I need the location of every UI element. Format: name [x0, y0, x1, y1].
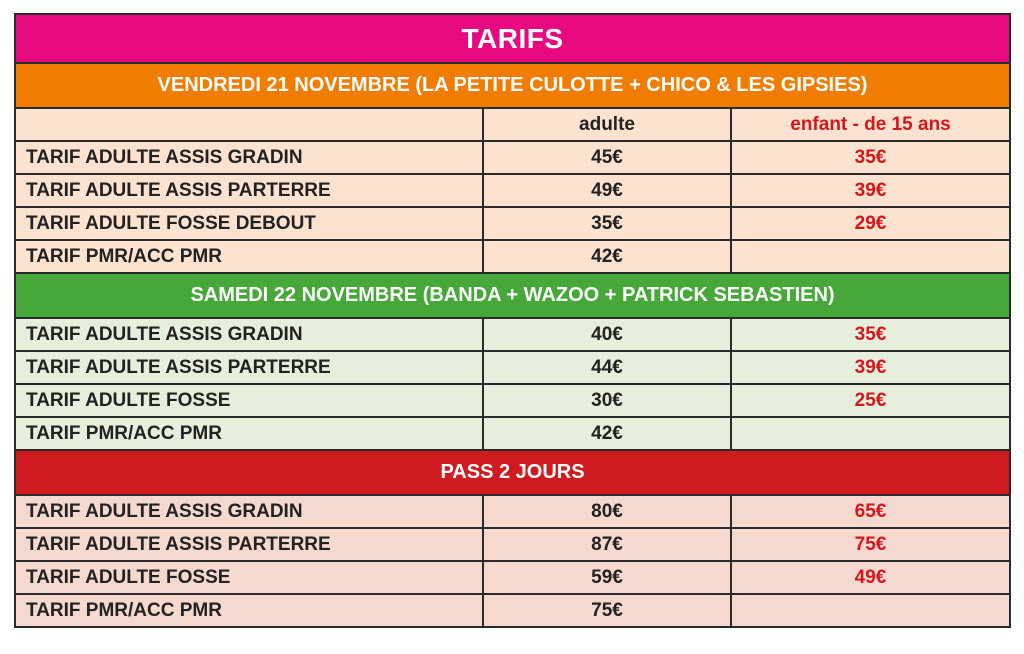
- row-label: TARIF ADULTE FOSSE: [15, 384, 483, 417]
- adult-price: 35€: [483, 207, 731, 240]
- row-label: TARIF ADULTE ASSIS GRADIN: [15, 318, 483, 351]
- child-price: [731, 594, 1010, 627]
- child-price: 35€: [731, 318, 1010, 351]
- section-vendredi-row: [15, 63, 1010, 108]
- row-label: TARIF PMR/ACC PMR: [15, 594, 483, 627]
- child-price: 29€: [731, 207, 1010, 240]
- column-header-child: enfant - de 15 ans: [731, 108, 1010, 141]
- table-row: [15, 207, 1010, 240]
- row-label: TARIF PMR/ACC PMR: [15, 240, 483, 273]
- adult-price: 80€: [483, 495, 731, 528]
- child-price: 49€: [731, 561, 1010, 594]
- child-price: 35€: [731, 141, 1010, 174]
- row-label: TARIF ADULTE ASSIS PARTERRE: [15, 351, 483, 384]
- child-price: 25€: [731, 384, 1010, 417]
- table-row: [15, 384, 1010, 417]
- section-pass-row: [15, 450, 1010, 495]
- adult-price: 42€: [483, 417, 731, 450]
- table-row: [15, 594, 1010, 627]
- column-header-adult: adulte: [483, 108, 731, 141]
- adult-price: 30€: [483, 384, 731, 417]
- column-header-empty: [15, 108, 483, 141]
- child-price: [731, 417, 1010, 450]
- table-row: [15, 528, 1010, 561]
- adult-price: 44€: [483, 351, 731, 384]
- table-row: [15, 174, 1010, 207]
- tarifs-table: [14, 13, 1011, 628]
- child-price: 75€: [731, 528, 1010, 561]
- section-heading-vendredi: VENDREDI 21 NOVEMBRE (LA PETITE CULOTTE + CHICO & LES GIPSIES): [15, 63, 1010, 108]
- row-label: TARIF PMR/ACC PMR: [15, 417, 483, 450]
- child-price: [731, 240, 1010, 273]
- section-samedi-row: [15, 273, 1010, 318]
- adult-price: 42€: [483, 240, 731, 273]
- table-row: [15, 351, 1010, 384]
- row-label: TARIF ADULTE ASSIS PARTERRE: [15, 528, 483, 561]
- row-label: TARIF ADULTE ASSIS GRADIN: [15, 141, 483, 174]
- row-label: TARIF ADULTE ASSIS PARTERRE: [15, 174, 483, 207]
- child-price: 39€: [731, 174, 1010, 207]
- table-row: [15, 495, 1010, 528]
- table-row: [15, 561, 1010, 594]
- table-row: [15, 240, 1010, 273]
- row-label: TARIF ADULTE FOSSE: [15, 561, 483, 594]
- column-header-row: [15, 108, 1010, 141]
- table-row: [15, 141, 1010, 174]
- row-label: TARIF ADULTE FOSSE DEBOUT: [15, 207, 483, 240]
- adult-price: 49€: [483, 174, 731, 207]
- child-price: 39€: [731, 351, 1010, 384]
- table-row: [15, 417, 1010, 450]
- adult-price: 59€: [483, 561, 731, 594]
- table-row: [15, 318, 1010, 351]
- adult-price: 87€: [483, 528, 731, 561]
- adult-price: 75€: [483, 594, 731, 627]
- section-heading-pass: PASS 2 JOURS: [15, 450, 1010, 495]
- adult-price: 45€: [483, 141, 731, 174]
- title-row: [15, 14, 1010, 63]
- adult-price: 40€: [483, 318, 731, 351]
- child-price: 65€: [731, 495, 1010, 528]
- row-label: TARIF ADULTE ASSIS GRADIN: [15, 495, 483, 528]
- section-heading-samedi: SAMEDI 22 NOVEMBRE (BANDA + WAZOO + PATRICK SEBASTIEN): [15, 273, 1010, 318]
- table-title: TARIFS: [15, 14, 1010, 63]
